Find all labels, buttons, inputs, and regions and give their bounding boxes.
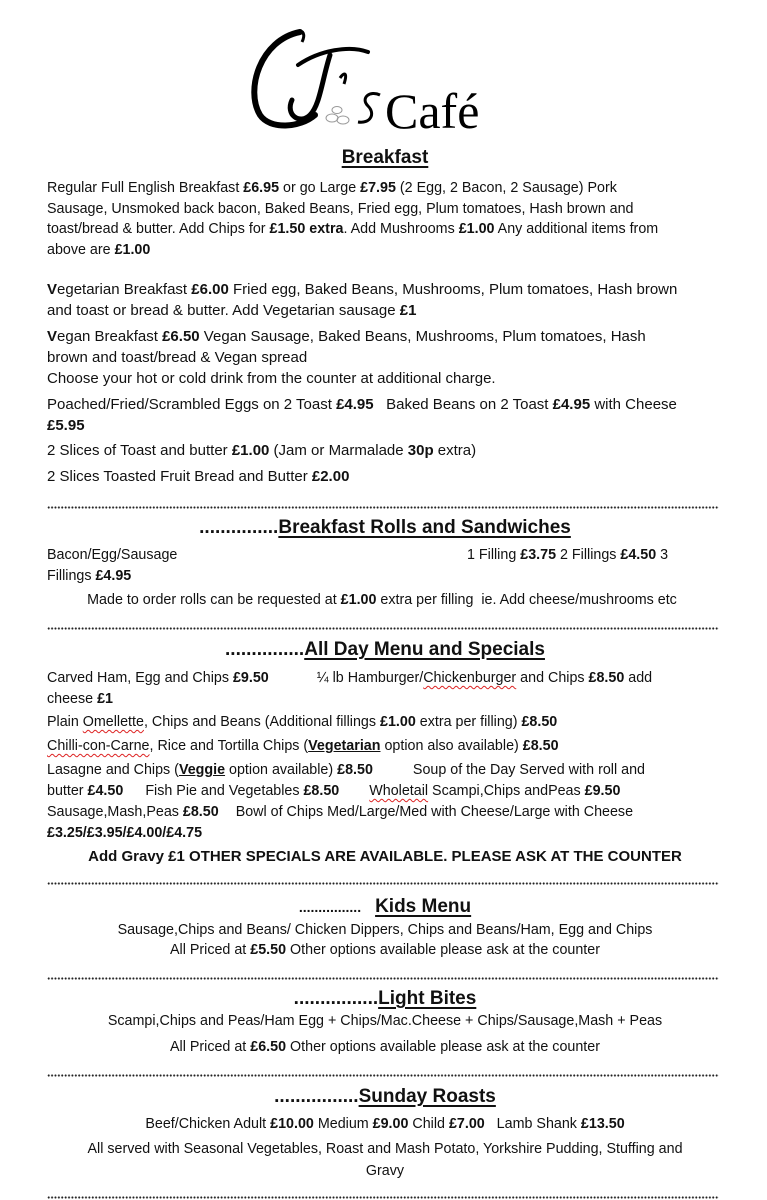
full-english-line-2: Sausage, Unsmoked back bacon, Baked Beans, Fried egg, Plum tomatoes, Hash brown and <box>47 200 634 217</box>
dotted-divider <box>47 506 719 509</box>
section-title-rolls: ...............Breakfast Rolls and Sandwiches <box>199 517 571 538</box>
full-english-line-3: toast/bread & butter. Add Chips for £1.50 extra. Add Mushrooms £1.00 Any additional items from <box>47 221 659 237</box>
allday-line-2: cheese £1 <box>47 691 113 707</box>
section-title-sunday-roasts: ................Sunday Roasts <box>274 1086 496 1107</box>
drink-note: Choose your hot or cold drink from the counter at additional charge. <box>47 370 496 387</box>
allday-line-6: butter £4.50 Fish Pie and Vegetables £8.50 Wholetail Scampi,Chips andPeas £9.50 <box>47 783 621 799</box>
full-english-line-4: above are £1.00 <box>47 241 151 258</box>
vegan-line-1: Vegan Breakfast £6.50 Vegan Sausage, Baked Beans, Mushrooms, Plum tomatoes, Hash <box>47 328 646 345</box>
section-title-light-bites: ................Light Bites <box>293 988 477 1009</box>
allday-line-3: Plain Omellette, Chips and Beans (Additional fillings £1.00 extra per filling) £8.50 <box>47 714 558 730</box>
fruit-bread-line: 2 Slices Toasted Fruit Bread and Butter £2.00 <box>47 468 350 485</box>
dotted-divider <box>47 1074 719 1077</box>
allday-line-5: Lasagne and Chips (Veggie option available) £8.50 Soup of the Day Served with roll and <box>47 762 645 778</box>
dotted-divider <box>47 627 719 630</box>
vegetarian-line-2: and toast or bread & butter. Add Vegetarian sausage £1 <box>47 302 417 319</box>
dotted-divider <box>47 882 719 885</box>
vegetarian-line-1: Vegetarian Breakfast £6.00 Fried egg, Baked Beans, Mushrooms, Plum tomatoes, Hash brown <box>47 281 678 298</box>
eggs-line-1: Poached/Fried/Scrambled Eggs on 2 Toast £4.95 Baked Beans on 2 Toast £4.95 with Cheese <box>47 396 677 413</box>
section-title-all-day: ...............All Day Menu and Specials <box>225 639 545 660</box>
sunday-served-line-2: Gravy <box>365 1163 405 1179</box>
section-title-kids: ................ Kids Menu <box>298 896 472 917</box>
allday-line-4: Chilli-con-Carne, Rice and Tortilla Chips (Vegetarian option also available) £8.50 <box>47 738 559 754</box>
rolls-fillings-label: Bacon/Egg/Sausage <box>47 547 178 563</box>
allday-line-8: £3.25/£3.95/£4.00/£4.75 <box>47 825 203 841</box>
cafe-logo-graphic <box>240 20 500 135</box>
kids-items: Sausage,Chips and Beans/ Chicken Dippers, Chips and Beans/Ham, Egg and Chips <box>117 922 653 938</box>
light-bites-price: All Priced at £6.50 Other options available please ask at the counter <box>170 1039 600 1055</box>
logo-word: Café <box>385 83 480 135</box>
toast-line: 2 Slices of Toast and butter £1.00 (Jam or Marmalade 30p extra) <box>47 442 477 459</box>
light-bites-items: Scampi,Chips and Peas/Ham Egg + Chips/Mac.Cheese + Chips/Sausage,Mash + Peas <box>107 1013 663 1029</box>
rolls-note: Made to order rolls can be requested at £1.00 extra per filling ie. Add cheese/mushrooms etc <box>87 592 677 608</box>
rolls-prices-line-2: Fillings £4.95 <box>47 568 132 584</box>
allday-line-7: Sausage,Mash,Peas £8.50 Bowl of Chips Med/Large/Med with Cheese/Large with Cheese <box>47 804 634 820</box>
cafe-logo <box>240 20 500 135</box>
vegan-line-2: brown and toast/bread & Vegan spread <box>47 349 308 366</box>
kids-price: All Priced at £5.50 Other options available please ask at the counter <box>170 942 600 958</box>
rolls-prices-line-1: 1 Filling £3.75 2 Fillings £4.50 3 <box>467 547 669 563</box>
dotted-divider <box>47 1196 719 1199</box>
dotted-divider <box>47 977 719 980</box>
allday-line-1: Carved Ham, Egg and Chips £9.50 ¼ lb Hamburger/Chickenburger and Chips £8.50 add <box>47 670 653 686</box>
sunday-served-line-1: All served with Seasonal Vegetables, Roast and Mash Potato, Yorkshire Pudding, Stuffing and <box>87 1141 683 1157</box>
eggs-line-2: £5.95 <box>47 417 85 434</box>
specials-notice: Add Gravy £1 OTHER SPECIALS ARE AVAILABLE. PLEASE ASK AT THE COUNTER <box>88 848 682 865</box>
full-english-line-1: Regular Full English Breakfast £6.95 or go Large £7.95 (2 Egg, 2 Bacon, 2 Sausage) Pork <box>47 180 617 196</box>
sunday-prices: Beef/Chicken Adult £10.00 Medium £9.00 Child £7.00 Lamb Shank £13.50 <box>145 1116 625 1132</box>
section-title-breakfast: Breakfast <box>341 147 429 168</box>
